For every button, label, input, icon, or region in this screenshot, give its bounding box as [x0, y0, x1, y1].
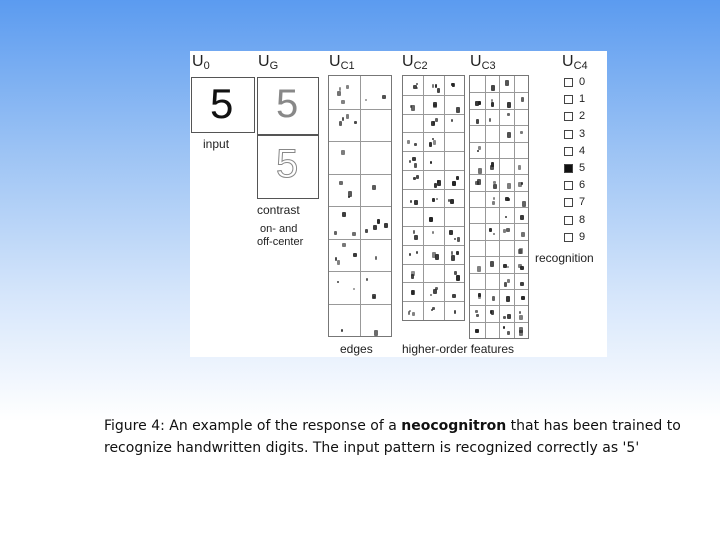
edges-grid-activation [348, 191, 352, 197]
uc2-grid-activation [454, 271, 457, 275]
uc3-grid-row-divider [470, 289, 528, 290]
uc3-grid-activation [491, 102, 494, 107]
uc2-grid-row-divider [403, 264, 464, 265]
output-label-5: 5 [579, 162, 586, 174]
uc3-grid-activation [490, 310, 492, 314]
uc2-grid-activation [411, 105, 415, 111]
header-uc4: $U_{C4}$ [562, 53, 588, 72]
uc2-grid-row-divider [403, 207, 464, 208]
input-panel [191, 77, 255, 133]
output-label-8: 8 [579, 213, 586, 226]
output-unit-5 [564, 164, 573, 173]
uc2-grid-row-divider [403, 245, 464, 246]
uc3-grid-activation [521, 232, 525, 237]
edges-grid-activation [365, 99, 367, 101]
uc2-grid-activation [452, 294, 456, 298]
uc2-grid-activation [432, 84, 434, 88]
edges-grid-activation [366, 278, 368, 281]
uc2-grid-row-divider [403, 282, 464, 283]
uc3-grid-activation [506, 228, 510, 232]
edges-grid-activation [342, 212, 346, 217]
uc2-grid-activation [410, 200, 412, 203]
uc2-grid-row-divider [403, 95, 464, 96]
uc3-grid-row-divider [470, 191, 528, 192]
uc2-grid-activation [454, 310, 456, 314]
uc2-grid [402, 75, 465, 321]
uc2-grid-activation [452, 181, 456, 186]
uc3-grid-row-divider [470, 207, 528, 208]
edges-grid-activation [341, 100, 345, 104]
uc3-grid-activation [478, 295, 481, 299]
uc3-grid-activation [518, 165, 521, 170]
uc3-grid-activation [478, 146, 481, 150]
uc3-grid-activation [492, 296, 495, 301]
uc3-grid-activation [519, 315, 523, 320]
uc3-grid-activation [507, 132, 511, 138]
uc2-grid-activation [414, 200, 418, 205]
output-label-1: 1 [579, 93, 586, 106]
uc2-grid-activation [435, 118, 438, 122]
uc3-grid-activation [521, 182, 523, 185]
edges-grid [328, 75, 392, 337]
uc2-grid-activation [437, 88, 440, 93]
uc3-grid-activation [475, 310, 478, 313]
edges-grid-activation [373, 296, 375, 298]
output-unit-8 [564, 216, 573, 225]
on-off-label-1: on- and [260, 223, 298, 235]
edges-grid-activation [353, 288, 355, 290]
output-unit-0 [564, 78, 573, 87]
edges-grid-row-divider [329, 304, 391, 305]
uc3-grid-activation [519, 248, 523, 254]
uc2-grid-activation [432, 252, 436, 258]
edges-grid-activation [339, 121, 342, 126]
uc2-grid-activation [449, 230, 453, 235]
figure-caption [104, 415, 694, 459]
recognition-label: recognition [535, 251, 594, 265]
uc3-grid-row-divider [470, 174, 528, 175]
uc3-grid-activation [492, 201, 495, 205]
uc3-grid-activation [521, 296, 525, 300]
uc3-grid-activation [507, 113, 510, 116]
uc2-grid-row-divider [403, 189, 464, 190]
uc3-grid-activation [506, 296, 510, 302]
uc2-grid-activation [416, 83, 418, 85]
uc3-grid-activation [522, 201, 526, 207]
edges-grid-activation [346, 85, 349, 89]
uc3-grid-row-divider [470, 305, 528, 306]
uc3-grid-activation [490, 261, 494, 267]
output-unit-6 [564, 181, 573, 190]
uc2-grid-activation [413, 230, 415, 234]
uc3-grid-activation [518, 264, 522, 268]
uc3-grid-activation [505, 216, 507, 218]
uc3-grid-row-divider [470, 273, 528, 274]
uc2-grid-activation [412, 312, 415, 316]
edges-grid-activation [334, 231, 337, 235]
uc2-grid-activation [454, 238, 456, 240]
edges-grid-activation [365, 229, 368, 233]
contrast-off-panel [257, 135, 319, 199]
uc3-grid-activation [493, 233, 495, 235]
contrast-on-panel [257, 77, 319, 135]
uc3-grid-activation [493, 181, 496, 184]
uc2-grid-activation [431, 121, 435, 126]
output-label-2: 2 [579, 110, 586, 123]
edges-grid-activation [352, 232, 356, 236]
uc2-grid-row-divider [403, 226, 464, 227]
contrast-digit-off: 5 [276, 142, 299, 186]
caption-text-end: that has been trained to recognize handwritten digits. The input pattern is recognized correctly as '5' [104, 418, 681, 456]
edges-grid-activation [339, 87, 341, 91]
edges-grid-activation [342, 117, 344, 121]
neocognitron-figure [190, 51, 607, 357]
higher-order-features-label: higher-order features [402, 342, 515, 356]
uc2-grid-activation [430, 161, 432, 164]
input-digit: 5 [210, 80, 234, 127]
uc2-grid-activation [451, 255, 455, 261]
uc3-grid-activation [521, 97, 524, 102]
uc2-grid-activation [429, 217, 433, 222]
uc3-grid-activation [493, 184, 497, 189]
uc2-grid-row-divider [403, 132, 464, 133]
uc3-grid-activation [507, 102, 511, 108]
edges-grid-row-divider [329, 239, 391, 240]
uc2-grid-activation [456, 275, 460, 281]
uc2-grid-activation [432, 307, 435, 310]
input-label: input [203, 137, 230, 151]
output-label-0: 0 [579, 76, 586, 88]
uc3-grid-activation [503, 316, 506, 319]
uc2-grid-activation [429, 142, 432, 147]
header-ug: $U_G$ [258, 53, 279, 72]
edges-grid-activation [353, 253, 357, 257]
uc2-grid-activation [433, 102, 437, 107]
edges-grid-activation [341, 150, 345, 155]
uc3-grid-activation [491, 85, 495, 91]
recognition-layer [564, 75, 606, 245]
uc2-grid-activation [456, 251, 459, 255]
output-unit-2 [564, 112, 573, 121]
uc2-grid-activation [409, 253, 411, 256]
edges-grid-activation [342, 243, 346, 247]
uc3-grid-row-divider [470, 158, 528, 159]
edges-grid-activation [339, 181, 343, 185]
contrast-digit-on: 5 [276, 82, 299, 126]
uc3-grid-activation [475, 101, 479, 106]
header-u0: $U_0$ [192, 53, 210, 72]
uc2-grid-activation [414, 143, 417, 146]
uc2-grid-activation [456, 176, 459, 180]
uc2-grid-activation [457, 237, 460, 242]
uc2-grid-activation [414, 235, 418, 240]
output-unit-1 [564, 95, 573, 104]
uc2-grid-activation [416, 251, 418, 254]
uc3-grid-activation [507, 198, 510, 201]
uc2-grid-activation [433, 140, 436, 145]
uc2-grid-activation [450, 199, 454, 204]
uc3-grid-activation [491, 162, 494, 167]
edges-grid-activation [337, 281, 339, 283]
uc2-grid-row-divider [403, 114, 464, 115]
uc2-grid-activation [413, 177, 416, 180]
edges-grid-activation [384, 223, 388, 228]
uc2-grid-activation [456, 107, 460, 113]
caption-text-start: Figure 4: An example of the response of a [104, 418, 402, 434]
uc3-grid-activation [493, 197, 495, 200]
uc2-grid-activation [409, 160, 411, 163]
edges-grid-activation [374, 330, 378, 336]
uc2-grid-activation [412, 157, 416, 161]
uc3-grid-activation [489, 228, 492, 232]
uc3-grid-row-divider [470, 142, 528, 143]
uc3-grid-activation [477, 266, 481, 272]
output-unit-9 [564, 233, 573, 242]
edges-grid-activation [375, 256, 377, 260]
uc3-grid-activation [520, 215, 524, 220]
output-label-4: 4 [579, 144, 586, 157]
output-unit-3 [564, 130, 573, 139]
uc3-grid-activation [475, 329, 479, 333]
uc2-grid-activation [430, 294, 432, 296]
uc2-grid-activation [432, 198, 435, 202]
uc2-grid-row-divider [403, 170, 464, 171]
uc3-grid-row-divider [470, 322, 528, 323]
edges-grid-row-divider [329, 109, 391, 110]
uc2-grid-activation [411, 290, 414, 295]
uc3-grid-activation [507, 331, 510, 335]
uc2-grid-activation [451, 119, 453, 122]
uc3-grid-activation [519, 330, 523, 336]
output-unit-7 [564, 198, 573, 207]
uc3-grid-activation [476, 314, 479, 317]
uc3-grid-row-divider [470, 256, 528, 257]
uc3-grid-activation [503, 326, 505, 329]
output-label-7: 7 [579, 196, 586, 209]
edges-grid-activation [382, 95, 386, 99]
uc2-grid-activation [407, 140, 410, 144]
uc3-grid-row-divider [470, 109, 528, 110]
output-label-6: 6 [579, 179, 586, 192]
uc3-grid-activation [475, 181, 479, 185]
uc3-grid-activation [519, 311, 521, 314]
edges-grid-activation [354, 121, 357, 124]
uc2-grid-activation [452, 83, 455, 87]
edges-grid-row-divider [329, 206, 391, 207]
on-off-label-2: off-center [257, 236, 304, 248]
uc3-grid-row-divider [470, 223, 528, 224]
uc3-grid-activation [507, 266, 509, 268]
edges-grid-activation [346, 114, 349, 119]
uc3-grid-activation [476, 119, 479, 124]
uc2-grid-activation [416, 87, 418, 89]
edges-grid-activation [341, 329, 343, 332]
uc3-grid-activation [507, 314, 511, 319]
edges-grid-row-divider [329, 174, 391, 175]
output-label-3: 3 [579, 127, 586, 140]
uc2-grid-activation [416, 175, 419, 179]
edges-grid-row-divider [329, 141, 391, 142]
uc3-grid-row-divider [470, 240, 528, 241]
uc3-grid-activation [520, 282, 524, 286]
uc3-grid-row-divider [470, 125, 528, 126]
output-label-9: 9 [579, 230, 586, 243]
uc3-grid-row-divider [470, 92, 528, 93]
edges-label: edges [340, 342, 373, 356]
uc2-grid-row-divider [403, 301, 464, 302]
header-uc1: $U_{C1}$ [329, 53, 355, 72]
edges-grid-activation [373, 225, 377, 230]
uc3-grid-activation [505, 80, 509, 86]
uc2-grid-activation [432, 231, 434, 234]
contrast-label: contrast [257, 203, 300, 217]
uc2-grid-activation [437, 180, 441, 186]
uc3-grid-activation [507, 279, 510, 283]
uc3-grid [469, 75, 529, 339]
uc2-grid-activation [408, 311, 410, 315]
uc3-grid-activation [489, 118, 491, 122]
header-uc2: $U_{C2}$ [402, 53, 428, 72]
edges-grid-activation [337, 91, 341, 96]
uc3-grid-activation [504, 282, 507, 287]
uc2-grid-row-divider [403, 151, 464, 152]
uc3-grid-activation [477, 150, 479, 152]
uc2-grid-activation [436, 198, 438, 200]
uc2-grid-activation [414, 163, 417, 168]
uc2-grid-activation [411, 271, 415, 276]
edges-grid-row-divider [329, 271, 391, 272]
uc3-grid-activation [478, 168, 482, 174]
uc3-grid-activation [520, 131, 523, 134]
output-unit-4 [564, 147, 573, 156]
edges-grid-activation [372, 185, 376, 190]
caption-bold-term: neocognitron [401, 418, 507, 434]
edges-grid-activation [377, 219, 380, 224]
edges-grid-activation [337, 260, 340, 265]
header-uc3: $U_{C3}$ [470, 53, 496, 72]
uc3-grid-activation [507, 183, 511, 189]
